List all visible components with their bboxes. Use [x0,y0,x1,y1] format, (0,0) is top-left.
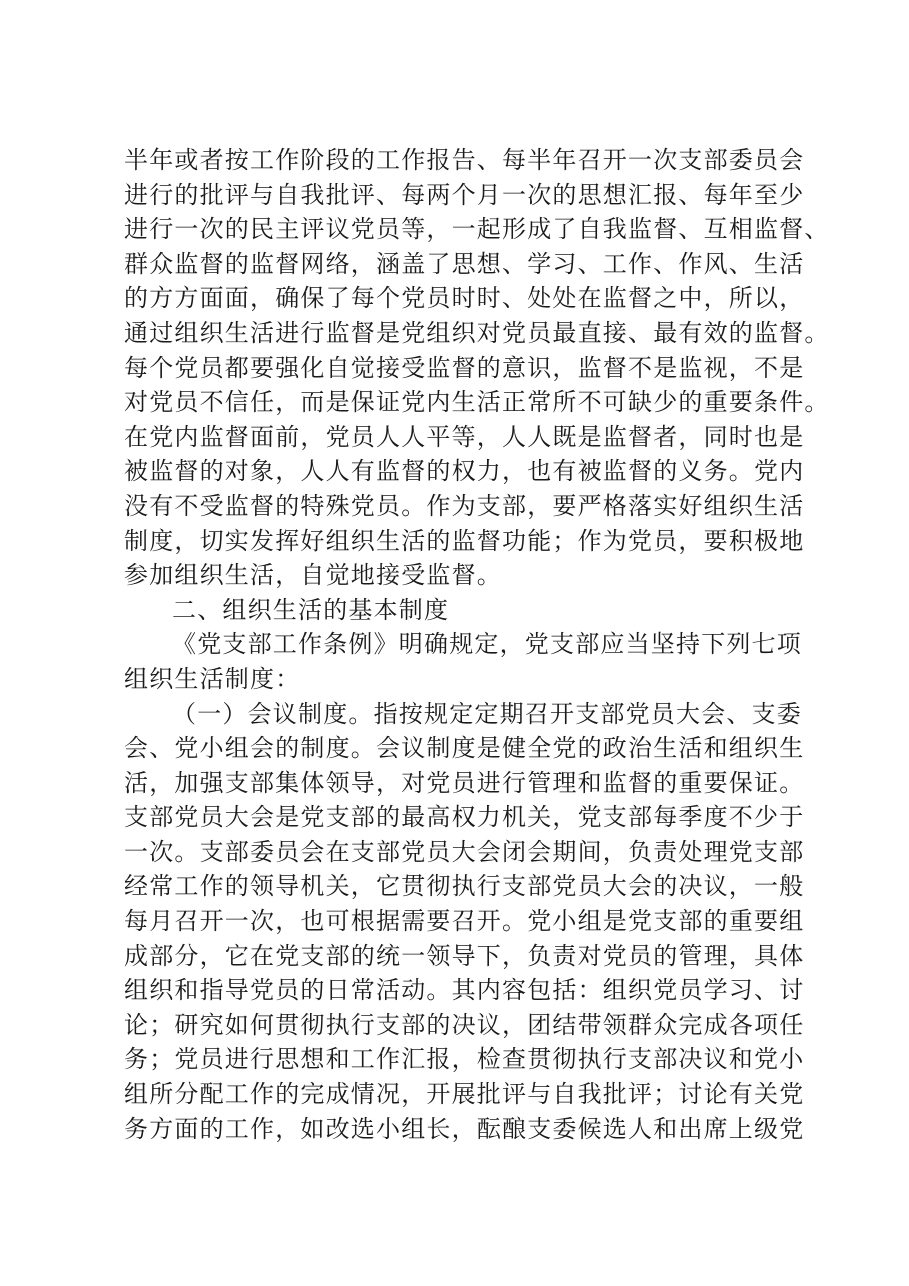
text-line: 在党内监督面前，党员人人平等，人人既是监督者，同时也是 [124,422,805,451]
text-line: 组织生活制度： [124,664,301,693]
text-line: 半年或者按工作阶段的工作报告、每半年召开一次支部委员会 [124,146,805,174]
subsection-line: （一）会议制度。指按规定定期召开支部党员大会、支委 [172,699,802,728]
document-body [124,143,830,1146]
text-line: 会、党小组会的制度。会议制度是健全党的政治生活和组织生 [124,734,805,763]
text-line: 参加组织生活，自觉地接受监督。 [124,561,502,590]
text-line: 成部分，它在党支部的统一领导下，负责对党员的管理，具体 [124,941,805,970]
text-line: 《党支部工作条例》明确规定，党支部应当坚持下列七项 [172,630,802,659]
text-line: 群众监督的监督网络，涵盖了思想、学习、工作、作风、生活 [124,249,805,278]
text-line: 组织和指导党员的日常活动。其内容包括：组织党员学习、讨 [124,976,805,1005]
text-line: 没有不受监督的特殊党员。作为支部，要严格落实好组织生活 [124,491,805,520]
text-line: 一次。支部委员会在支部党员大会闭会期间，负责处理党支部 [124,837,805,866]
text-line: 支部党员大会是党支部的最高权力机关，党支部每季度不少于 [124,803,805,832]
text-line: 制度，切实发挥好组织生活的监督功能；作为党员，要积极地 [124,526,805,555]
text-line: 每个党员都要强化自觉接受监督的意识，监督不是监视，不是 [124,353,805,382]
text-line: 进行的批评与自我批评、每两个月一次的思想汇报、每年至少 [124,180,805,209]
text-line: 进行一次的民主评议党员等，一起形成了自我监督、互相监督、 [124,215,830,244]
text-line: 务；党员进行思想和工作汇报，检查贯彻执行支部决议和党小 [124,1045,805,1074]
text-line: 被监督的对象，人人有监督的权力，也有被监督的义务。党内 [124,457,805,486]
section-heading: 二、组织生活的基本制度 [172,595,450,624]
text-line: 活，加强支部集体领导，对党员进行管理和监督的重要保证。 [124,768,805,797]
text-line: 通过组织生活进行监督是党组织对党员最直接、最有效的监督。 [124,318,830,347]
text-line: 务方面的工作，如改选小组长，酝酿支委候选人和出席上级党 [124,1114,805,1143]
text-line: 论；研究如何贯彻执行支部的决议，团结带领群众完成各项任 [124,1010,805,1039]
text-line: 的方方面面，确保了每个党员时时、处处在监督之中，所以， [124,284,805,313]
text-line: 组所分配工作的完成情况，开展批评与自我批评；讨论有关党 [124,1080,805,1109]
text-line: 经常工作的领导机关，它贯彻执行支部党员大会的决议，一般 [124,872,805,901]
text-line: 每月召开一次，也可根据需要召开。党小组是党支部的重要组 [124,907,805,936]
text-line: 对党员不信任，而是保证党内生活正常所不可缺少的重要条件。 [124,388,830,417]
